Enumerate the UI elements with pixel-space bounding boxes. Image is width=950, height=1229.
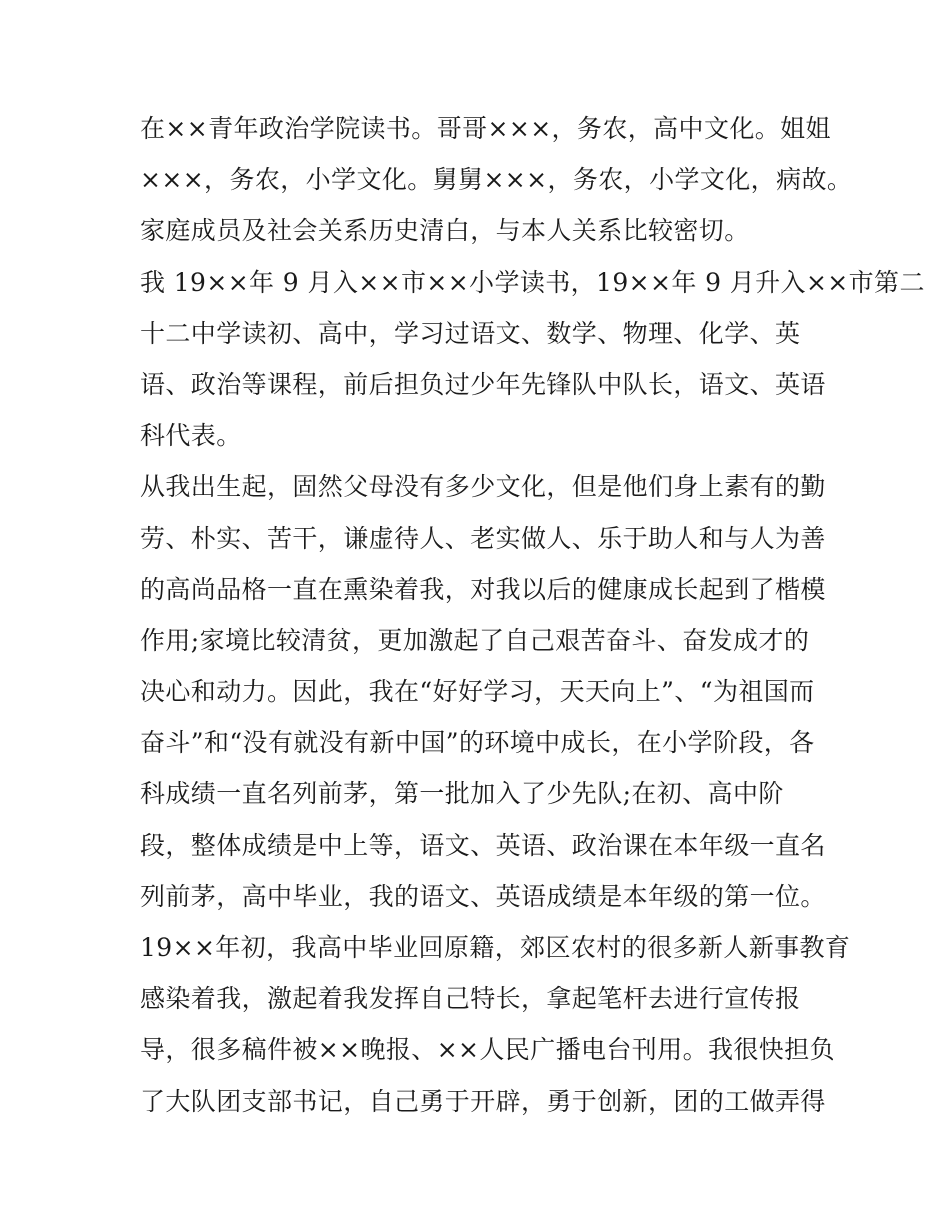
text-line: ×××，务农，小学文化。舅舅×××，务农，小学文化，病故。 bbox=[140, 165, 853, 195]
text-line: 奋斗”和“没有就没有新中国”的环境中成长，在小学阶段，各 bbox=[140, 728, 815, 758]
text-line: 我 19××年 9 月入××市××小学读书，19××年 9 月升入××市第二 bbox=[140, 267, 925, 297]
text-line: 语、政治等课程，前后担负过少年先锋队中队长，语文、英语 bbox=[140, 369, 826, 399]
text-line: 作用;家境比较清贫，更加激起了自己艰苦奋斗、奋发成才的 bbox=[140, 625, 810, 655]
text-line: 从我出生起，固然父母没有多少文化，但是他们身上素有的勤 bbox=[140, 472, 826, 502]
text-line: 决心和动力。因此，我在“好好学习，天天向上”、“为祖国而 bbox=[140, 677, 815, 707]
text-line: 导，很多稿件被××晚报、××人民广播电台刊用。我很快担负 bbox=[140, 1035, 835, 1065]
text-line: 科代表。 bbox=[140, 421, 242, 451]
body-text bbox=[140, 103, 925, 1127]
text-line: 十二中学读初、高中，学习过语文、数学、物理、化学、英 bbox=[140, 318, 801, 348]
text-line: 在××青年政治学院读书。哥哥×××，务农，高中文化。姐姐 bbox=[140, 114, 831, 143]
text-line: 的高尚品格一直在熏染着我，对我以后的健康成长起到了楷模 bbox=[140, 574, 826, 604]
text-line: 19××年初，我高中毕业回原籍，郊区农村的很多新人新事教育 bbox=[140, 933, 851, 962]
text-line: 列前茅，高中毕业，我的语文、英语成绩是本年级的第一位。 bbox=[140, 881, 826, 911]
text-line: 感染着我，激起着我发挥自己特长，拿起笔杆去进行宣传报 bbox=[140, 984, 801, 1014]
text-line: 了大队团支部书记，自己勇于开辟，勇于创新，团的工做弄得 bbox=[140, 1086, 826, 1116]
text-line: 家庭成员及社会关系历史清白，与本人关系比较密切。 bbox=[140, 216, 750, 246]
text-line: 劳、朴实、苦干，谦虚待人、老实做人、乐于助人和与人为善 bbox=[140, 523, 826, 553]
text-line: 科成绩一直名列前茅，第一批加入了少先队;在初、高中阶 bbox=[140, 779, 784, 809]
text-line: 段，整体成绩是中上等，语文、英语、政治课在本年级一直名 bbox=[140, 830, 826, 860]
